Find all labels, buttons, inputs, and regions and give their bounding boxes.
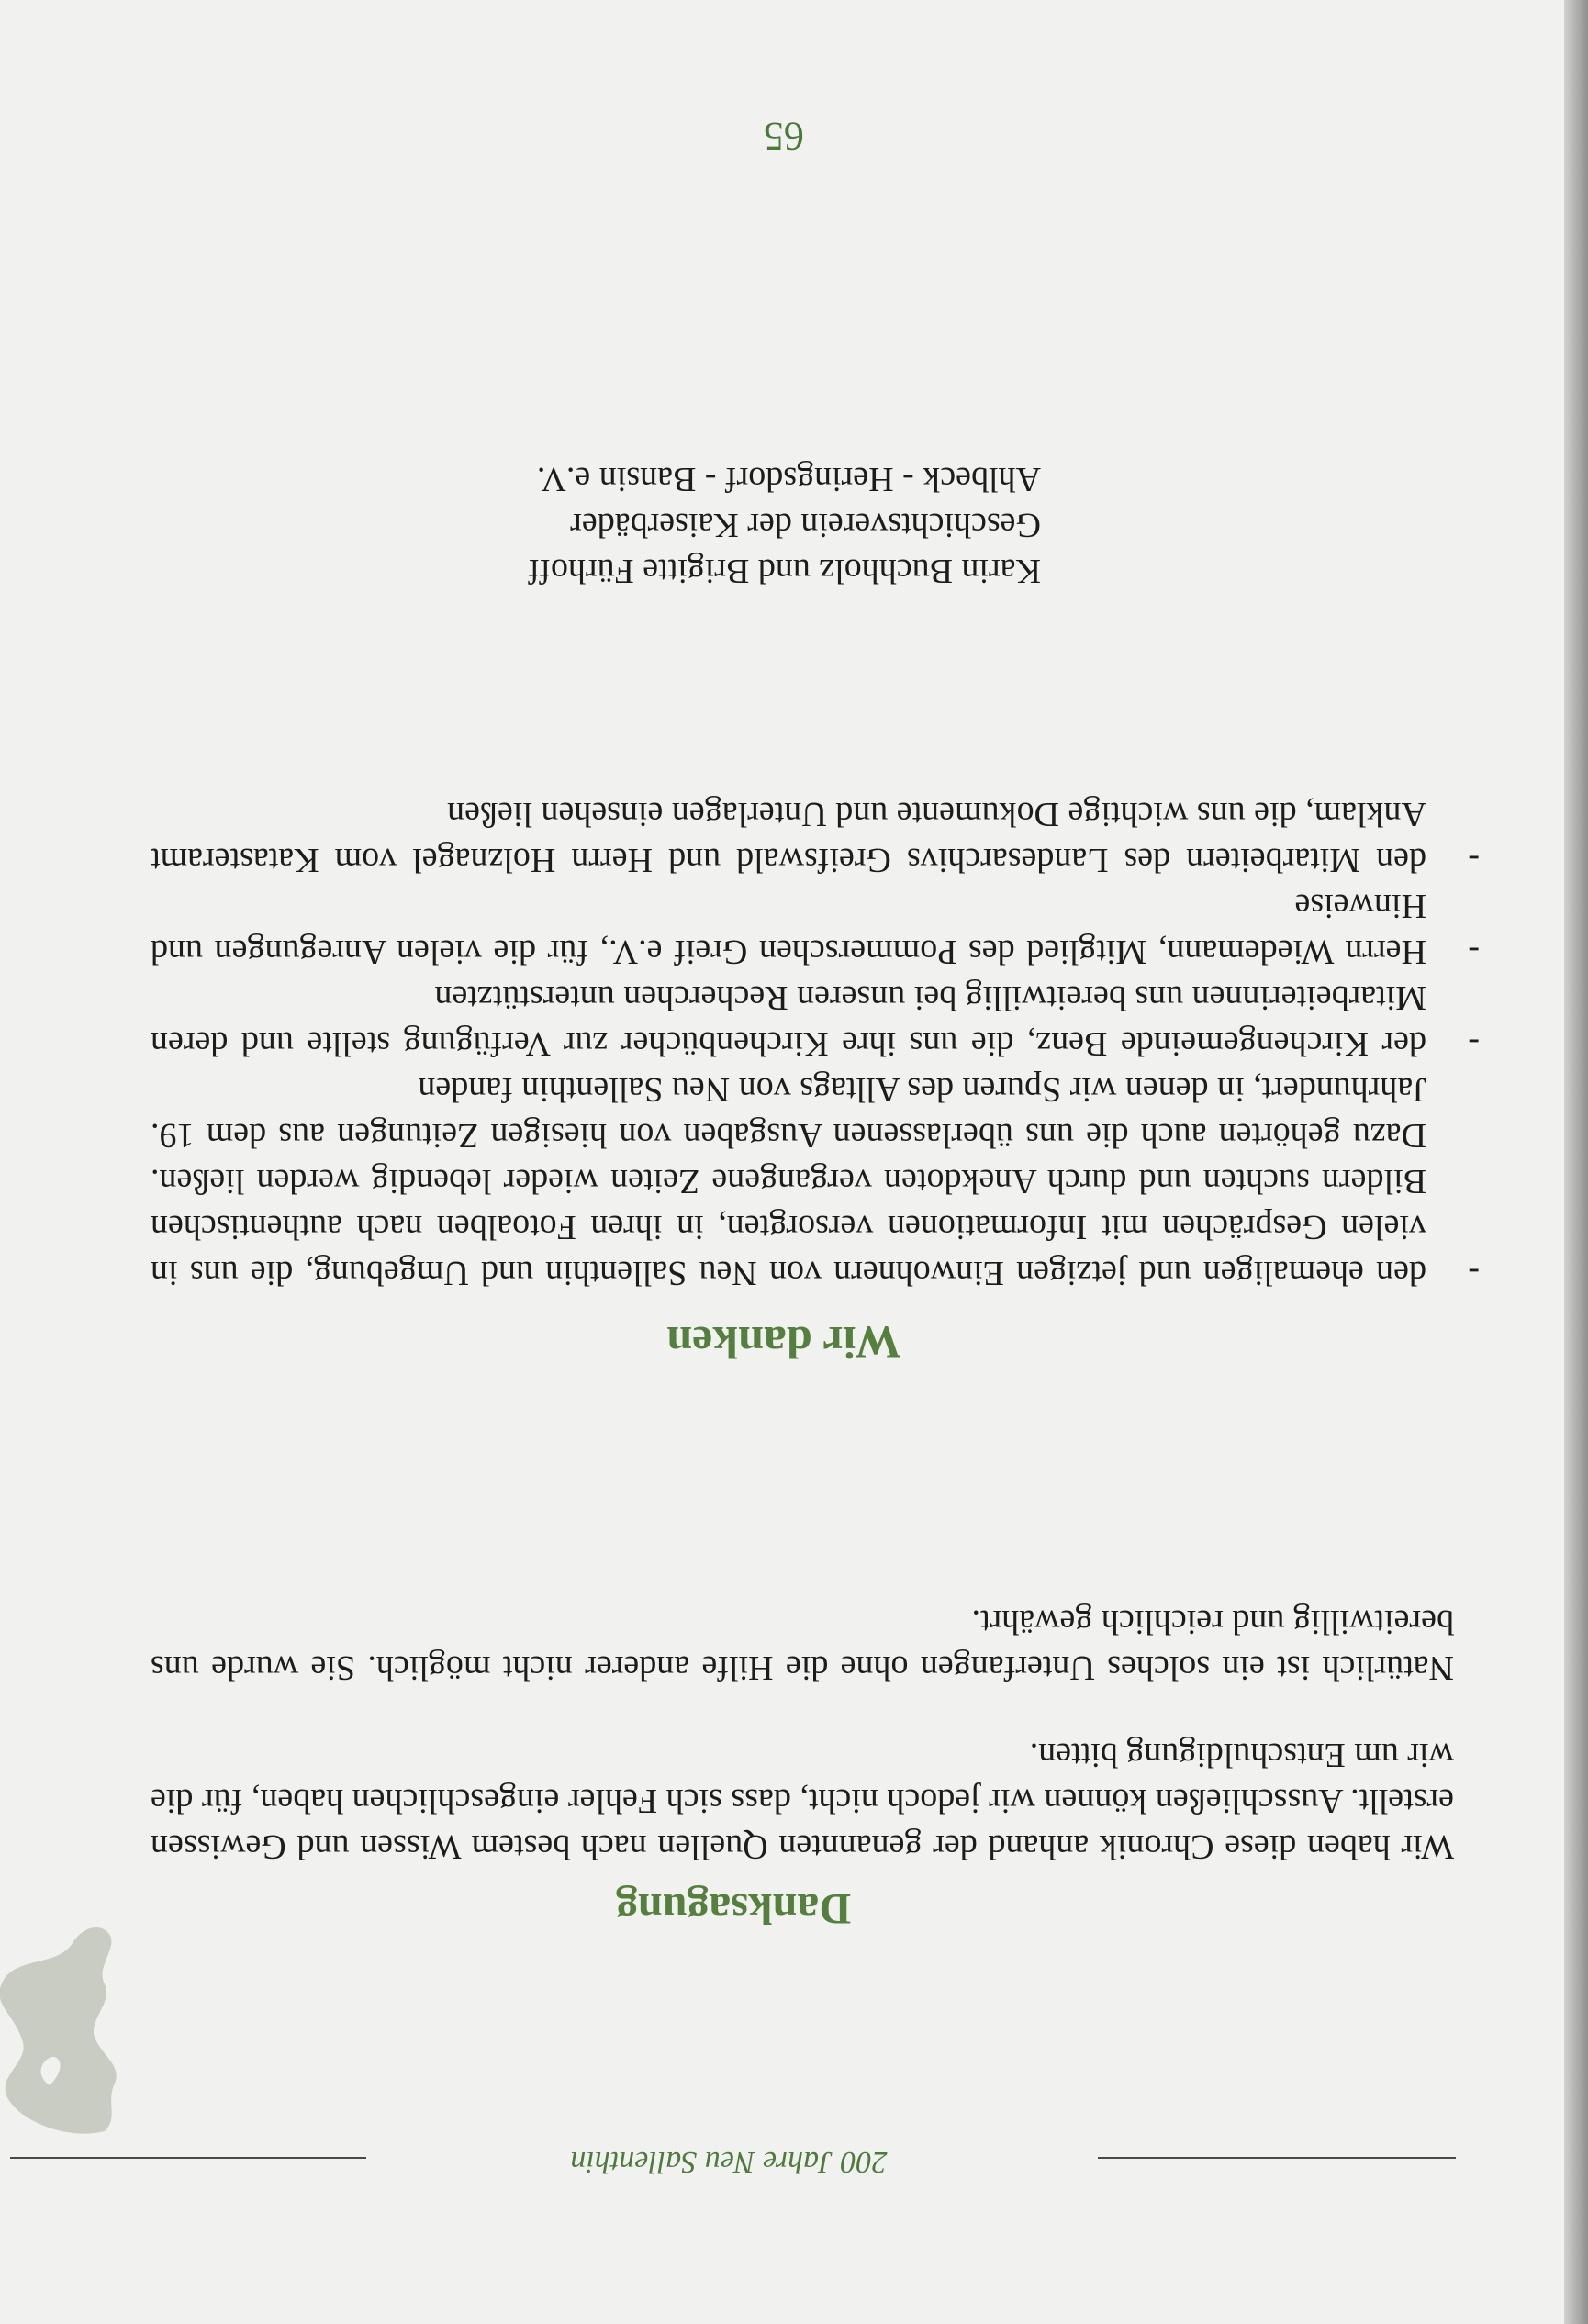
list-bullet: - xyxy=(1468,1024,1480,1063)
heading-text: Danksagung xyxy=(615,1884,852,1933)
signature-names: Karin Buchholz und Brigitte Fürhoff xyxy=(528,552,1041,590)
header-rule-left xyxy=(1098,2157,1456,2159)
list-bullet: - xyxy=(1468,933,1480,971)
paragraph-chronik: Wir haben diese Chronik anhand der genannten Quellen nach bestem Wissen und Gewissen erstellt. Ausschließen können wir jedoch nicht, dass sich Fehler eingeschlichen haben, für die wir um Entschuldigung bitten. xyxy=(151,1736,1454,1866)
header-rule-right xyxy=(10,2157,366,2159)
map-silhouette-icon xyxy=(0,1920,123,2140)
signature-location: Ahlbeck - Heringsdorf - Bansin e.V. xyxy=(536,460,1041,498)
paragraph-hilfe: Natürlich ist ein solches Unterfangen ohne die Hilfe anderer nicht möglich. Sie wurde uns bereitwillig und reichlich gewährt. xyxy=(151,1603,1454,1687)
list-item xyxy=(151,791,1480,883)
page-number: 65 xyxy=(764,114,804,159)
list-item xyxy=(151,1067,1480,1296)
signature-block xyxy=(490,456,1041,594)
signature-organization: Geschichtsverein der Kaiserbäder xyxy=(570,506,1041,544)
list-item-text: Herrn Wiedemann, Mitglied des Pommerschen Greif e.V., für die vielen Anregungen und Hinweise xyxy=(151,887,1426,971)
section-heading-wir-danken: Wir danken xyxy=(666,1317,901,1369)
list-item-text: den Mitarbeitern des Landesarchivs Greifswald und Herrn Holznagel vom Katasteramt Anklam, die uns wichtige Dokumente und Unterlagen einsehen ließen xyxy=(151,795,1426,879)
list-item-text: den ehemaligen und jetzigen Einwohnern von Neu Sallenthin und Umgebung, die uns in vielen Gesprächen mit Informationen versorgten, in ihren Fotoalben nach authentischen Bildern suchten und durch Anekdoten vergangene Zeiten wieder lebendig werden ließen. Dazu gehörten auch die uns überlassenen Ausgaben von hiesigen Zeitungen aus dem 19. Jahrhundert, in denen wir Spuren des Alltags von Neu Sallenthin fanden xyxy=(151,1070,1426,1292)
thanks-list xyxy=(151,791,1480,1296)
list-bullet: - xyxy=(1468,841,1480,879)
list-item-text: der Kirchengemeinde Benz, die uns ihre Kirchenbücher zur Verfügung stellte und deren Mitarbeiterinnen uns bereitwillig bei unseren Recherchen unterstützten xyxy=(151,978,1426,1063)
running-header: 200 Jahre Neu Sallenthin xyxy=(570,2145,888,2179)
list-item xyxy=(151,975,1480,1067)
list-item xyxy=(151,883,1480,975)
list-bullet: - xyxy=(1468,1254,1480,1292)
book-spine-shadow xyxy=(1564,0,1588,2324)
